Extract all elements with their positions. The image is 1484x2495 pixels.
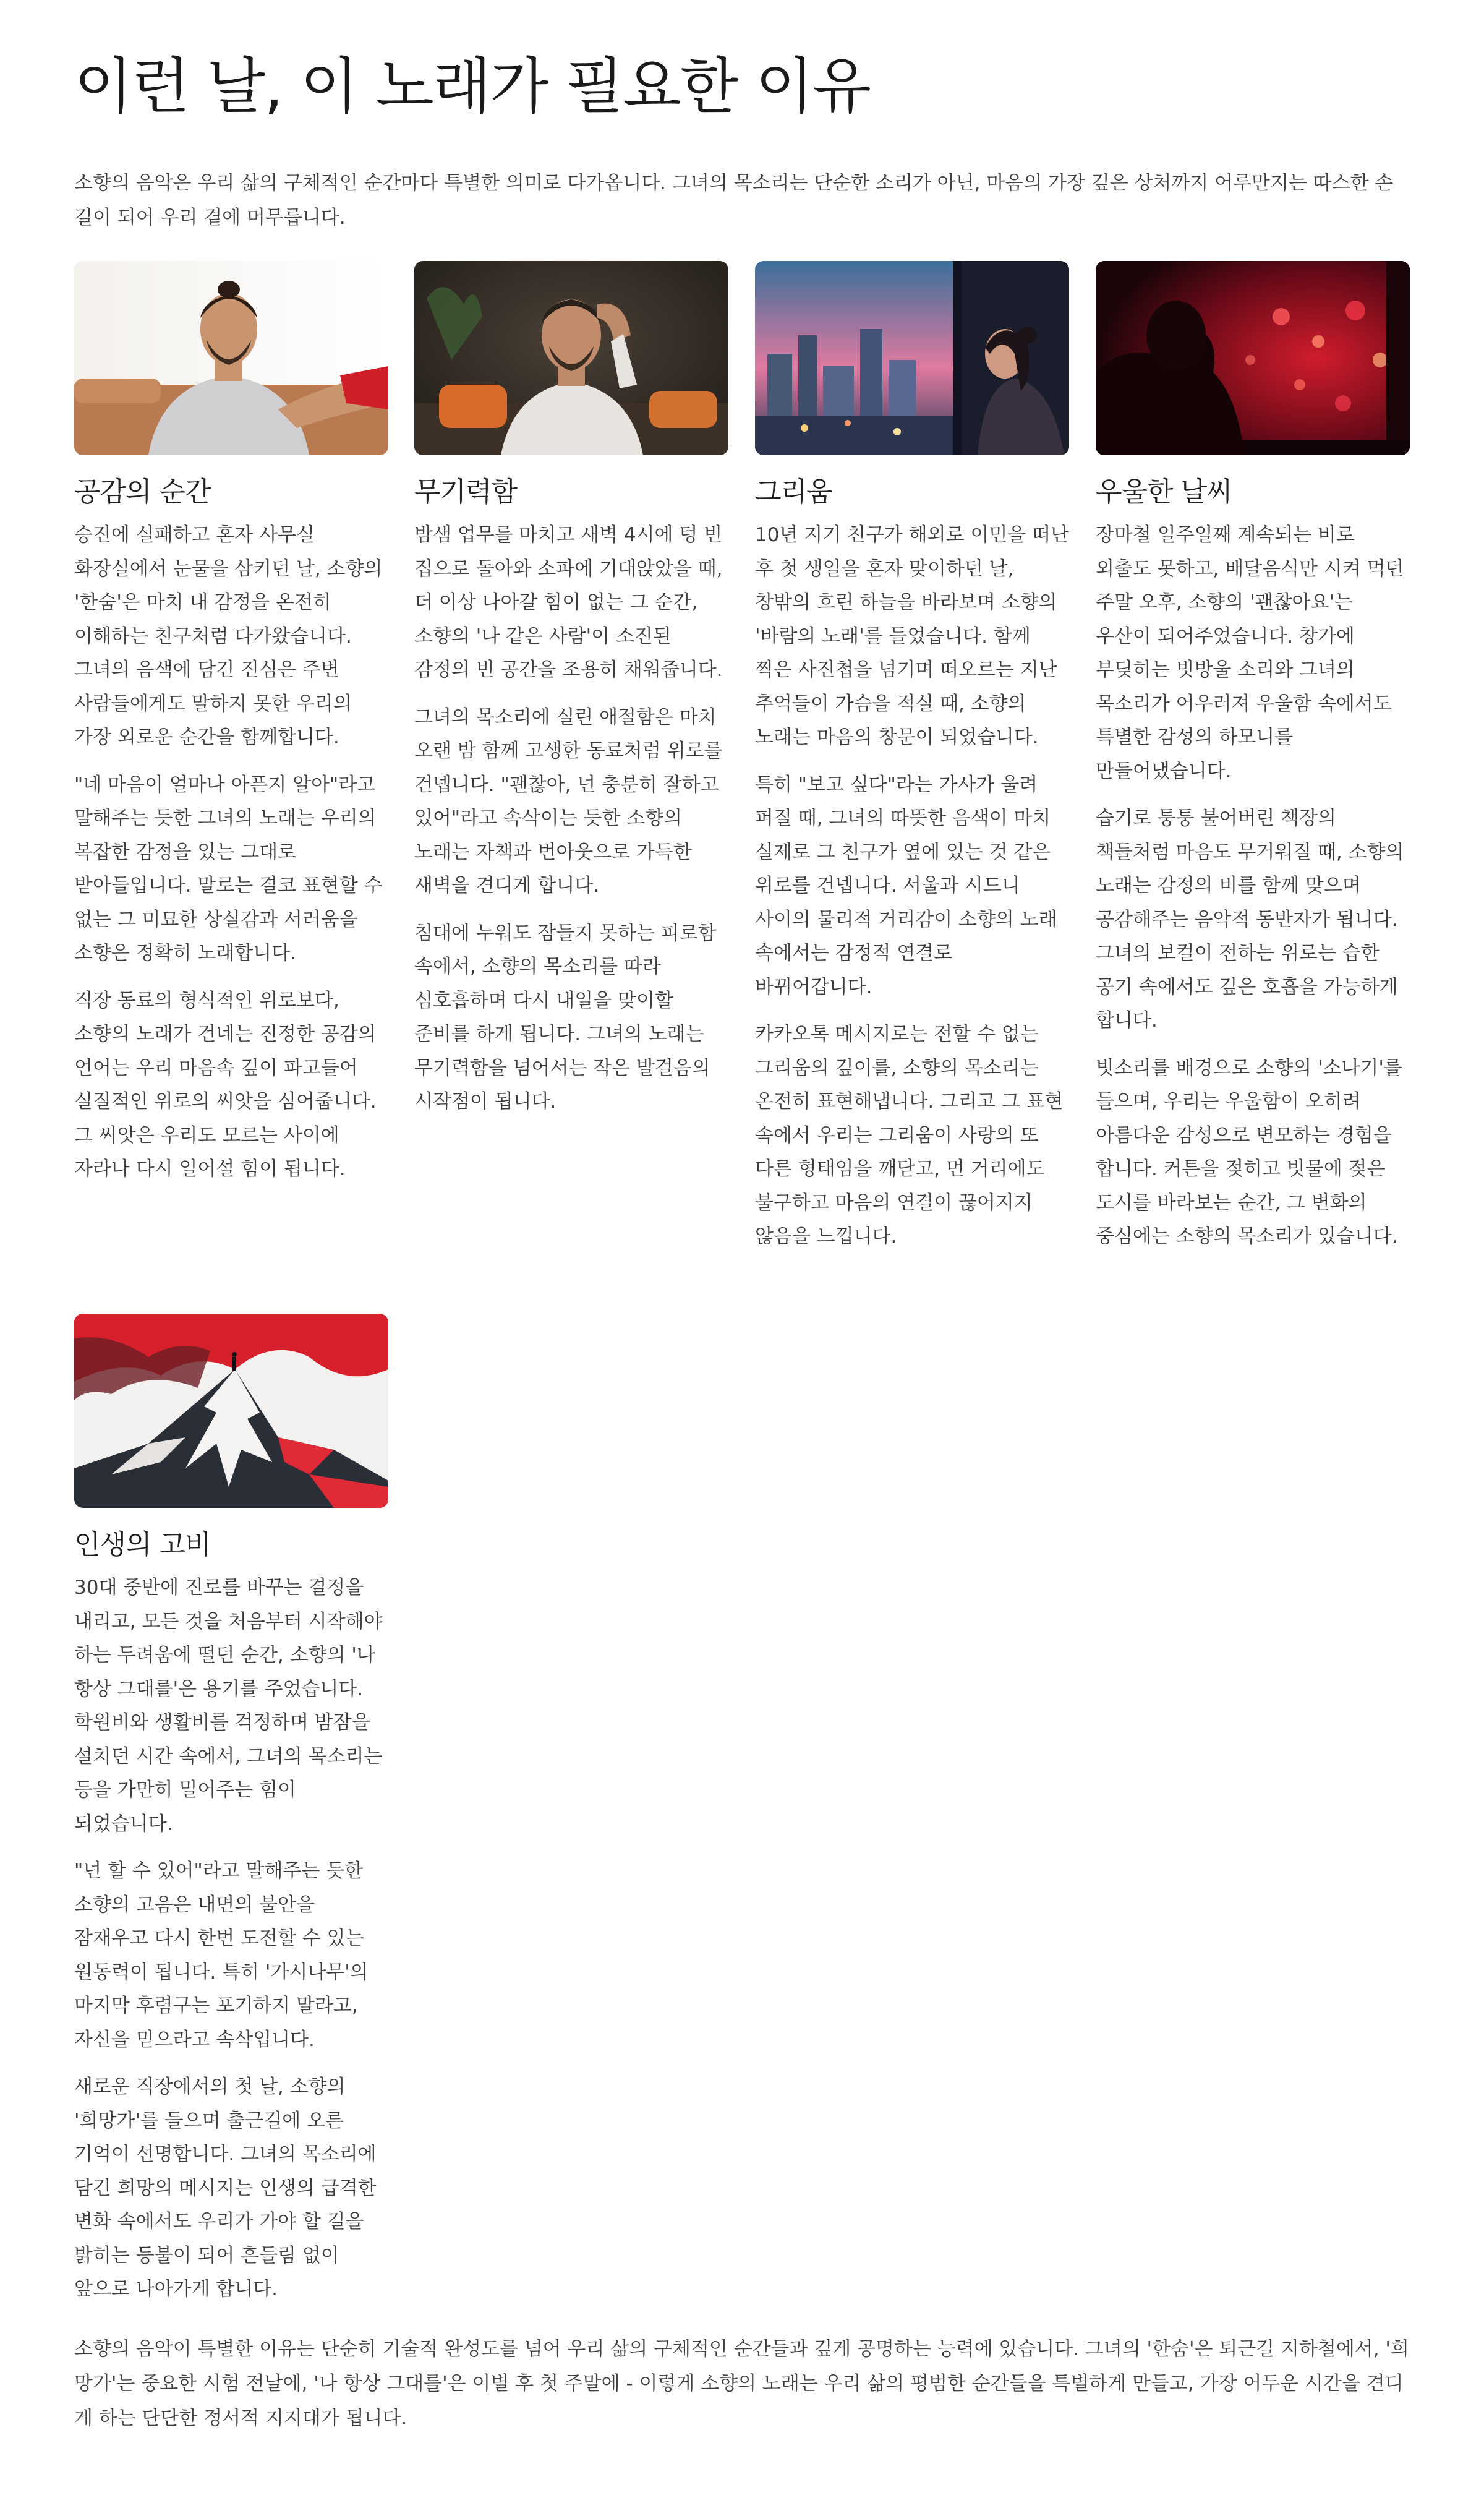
card-empathy	[74, 261, 388, 1200]
card-paragraph: 습기로 퉁퉁 불어버린 책장의 책들처럼 마음도 무거워질 때, 소향의 노래는 감정의 비를 함께 맞으며 공감해주는 음악적 동반자가 됩니다. 그녀의 보컬이 전하는 위로는 습한 공기 속에서도 깊은 호흡을 가능하게 합니다.	[1096, 807, 1404, 1032]
card-paragraph: 10년 지기 친구가 해외로 이민을 떠난 후 첫 생일을 혼자 맞이하던 날, 창밖의 흐린 하늘을 바라보며 소향의 '바람의 노래'를 들었습니다. 함께 찍은 사진첩을 넘기며 떠오르는 지난 추억들이 가슴을 적실 때, 소향의 노래는 마음의 창문이 되었습니다.	[755, 524, 1069, 748]
page-title: 이런 날, 이 노래가 필요한 이유	[74, 51, 870, 122]
card-longing	[755, 261, 1069, 1267]
intro-paragraph: 소향의 음악은 우리 삶의 구체적인 순간마다 특별한 의미로 다가옵니다. 그녀의 목소리는 단순한 소리가 아닌, 마음의 가장 깊은 상처까지 어루만지는 따스한 손길이 되어 우리 곁에 머무릅니다.	[74, 172, 1394, 229]
card-body	[414, 518, 728, 1119]
card-paragraph: "네 마음이 얼마나 아픈지 알아"라고 말해주는 듯한 그녀의 노래는 우리의 복잡한 감정을 있는 그대로 받아들입니다. 말로는 결코 표현할 수 없는 그 미묘한 상실감과 서러움을 소향은 정확히 노래합니다.	[74, 773, 383, 964]
card-lethargy	[414, 261, 728, 1132]
card-title: 무기력함	[414, 476, 518, 508]
card-paragraph: 직장 동료의 형식적인 위로보다, 소향의 노래가 건네는 진정한 공감의 언어는 우리 마음속 깊이 파고들어 실질적인 위로의 씨앗을 심어줍니다. 그 씨앗은 우리도 모르는 사이에 자라나 다시 일어설 힘이 됩니다.	[74, 989, 377, 1180]
card-paragraph: 30대 중반에 진로를 바꾸는 결정을 내리고, 모든 것을 처음부터 시작해야 하는 두려움에 떨던 순간, 소향의 '나 항상 그대를'은 용기를 주었습니다. 학원비와 생활비를 걱정하며 밤잠을 설치던 시간 속에서, 그녀의 목소리는 등을 가만히 밀어주는 힘이 되었습니다.	[74, 1577, 383, 1835]
card-title: 그리움	[755, 476, 832, 508]
card-body	[1096, 518, 1410, 1254]
card-paragraph: 장마철 일주일째 계속되는 비로 외출도 못하고, 배달음식만 시켜 먹던 주말 오후, 소향의 '괜찮아요'는 우산이 되어주었습니다. 창가에 부딪히는 빗방울 소리와 그녀의 목소리가 어우러져 우울함 속에서도 특별한 감성의 하모니를 만들어냈습니다.	[1096, 524, 1404, 782]
card-title: 공감의 순간	[74, 476, 211, 508]
woman-at-night-window-photo	[755, 261, 1069, 455]
rainy-window-silhouette-photo	[1096, 261, 1410, 455]
card-body	[74, 518, 388, 1186]
card-paragraph: 밤샘 업무를 마치고 새벽 4시에 텅 빈 집으로 돌아와 소파에 기대앉았을 때, 더 이상 나아갈 힘이 없는 그 순간, 소향의 '나 같은 사람'이 소진된 감정의 빈 공간을 조용히 채워줍니다.	[414, 524, 723, 681]
card-paragraph: 빗소리를 배경으로 소향의 '소나기'를 들으며, 우리는 우울함이 오히려 아름다운 감성으로 변모하는 경험을 합니다. 커튼을 젖히고 빗물에 젖은 도시를 바라보는 순간, 그 변화의 중심에는 소향의 목소리가 있습니다.	[1096, 1056, 1402, 1248]
card-title: 인생의 고비	[74, 1529, 211, 1560]
card-paragraph: 카카오톡 메시지로는 전할 수 없는 그리움의 깊이를, 소향의 목소리는 온전히 표현해냅니다. 그리고 그 표현 속에서 우리는 그리움이 사랑의 또 다른 형태임을 깨닫고, 먼 거리에도 불구하고 마음의 연결이 끊어지지 않음을 느낍니다.	[755, 1023, 1064, 1248]
card-paragraph: 그녀의 목소리에 실린 애절함은 마치 오랜 밤 함께 고생한 동료처럼 위로를 건넵니다. "괜찮아, 넌 충분히 잘하고 있어"라고 속삭이는 듯한 소향의 노래는 자책과 번아웃으로 가득한 새벽을 견디게 합니다.	[414, 706, 723, 897]
card-gloomy-weather	[1096, 261, 1410, 1267]
card-paragraph: 승진에 실패하고 혼자 사무실 화장실에서 눈물을 삼키던 날, 소향의 '한숨'은 마치 내 감정을 온전히 이해하는 친구처럼 다가왔습니다. 그녀의 음색에 담긴 진심은 주변 사람들에게도 말하지 못한 우리의 가장 외로운 순간을 함께합니다.	[74, 524, 383, 748]
card-life-crisis	[74, 1314, 388, 2320]
comforting-shoulder-photo	[74, 261, 388, 455]
card-paragraph: "넌 할 수 있어"라고 말해주는 듯한 소향의 고음은 내면의 불안을 잠재우고 다시 한번 도전할 수 있는 원동력이 됩니다. 특히 '가시나무'의 마지막 후렴구는 포기하지 말라고, 자신을 믿으라고 속삭입니다.	[74, 1860, 369, 2051]
card-paragraph: 특히 "보고 싶다"라는 가사가 울려 퍼질 때, 그녀의 따뜻한 음색이 마치 실제로 그 친구가 옆에 있는 것 같은 위로를 건넵니다. 서울과 시드니 사이의 물리적 거리감이 소향의 노래 속에서는 감정적 연결로 바뀌어갑니다.	[755, 773, 1057, 998]
exhausted-man-on-sofa-photo	[414, 261, 728, 455]
card-paragraph: 새로운 직장에서의 첫 날, 소향의 '희망가'를 들으며 출근길에 오른 기억이 선명합니다. 그녀의 목소리에 담긴 희망의 메시지는 인생의 급격한 변화 속에서도 우리가 가야 할 길을 밝히는 등불이 되어 흔들림 없이 앞으로 나아가게 합니다.	[74, 2076, 377, 2300]
card-body	[74, 1571, 388, 2306]
climber-on-mountain-peak-illustration	[74, 1314, 388, 1508]
card-paragraph: 침대에 누워도 잠들지 못하는 피로함 속에서, 소향의 목소리를 따라 심호흡하며 다시 내일을 맞이할 준비를 하게 됩니다. 그녀의 노래는 무기력함을 넘어서는 작은 발걸음의 시작점이 됩니다.	[414, 922, 717, 1113]
card-title: 우울한 날씨	[1096, 476, 1232, 508]
outro-paragraph: 소향의 음악이 특별한 이유는 단순히 기술적 완성도를 넘어 우리 삶의 구체적인 순간들과 깊게 공명하는 능력에 있습니다. 그녀의 '한숨'은 퇴근길 지하철에서, '희망가'는 중요한 시험 전날에, '나 항상 그대를'은 이별 후 첫 주말에 - 이렇게 소향의 노래는 우리 삶의 평범한 순간들을 특별하게 만들고, 가장 어두운 시간을 견디게 하는 단단한 정서적 지지대가 됩니다.	[74, 2338, 1409, 2429]
card-body	[755, 518, 1069, 1254]
